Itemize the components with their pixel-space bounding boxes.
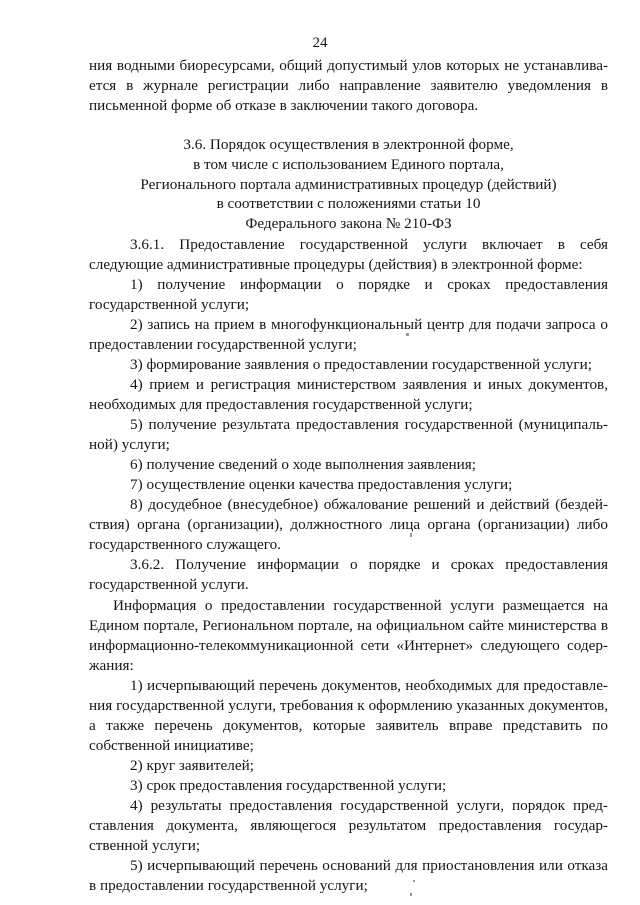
text-line: а также перечень документов, которые заявитель вправе представить по [89,717,608,734]
list-item-line: 7) осуществление оценки качества предоставления услуги; [130,476,513,493]
text-line: собственной инициативе; [89,737,254,754]
list-item-line: 1) исчерпывающий перечень документов, необходимых для предоставле- [130,677,608,694]
text-line: необходимых для предоставления государственной услуги; [89,396,473,413]
page-number: 24 [312,35,328,51]
scan-speck [406,333,409,336]
text-line: 3.6.2. Получение информации о порядке и сроках предоставления [130,556,608,573]
scan-speck [410,893,412,896]
text-line: в предоставлении государственной услуги; [89,877,368,894]
text-line: государственной услуги. [89,576,249,593]
text-line: государственного служащего. [89,536,281,553]
list-item-line: 5) получение результата предоставления государственной (муниципаль- [130,416,608,433]
text-line: 3.6.1. Предоставление государственной услуги включает в себя [130,236,608,253]
list-item-line: 4) результаты предоставления государственной услуги, порядок пред- [130,797,608,814]
section-heading-line: 3.6. Порядок осуществления в электронной форме, [183,136,514,153]
list-item-line: 8) досудебное (внесудебное) обжалование решений и действий (бездей- [130,496,608,513]
text-line: ствия) органа (организации), должностного лица органа (организации) либо [89,516,608,533]
text-line: ставления документа, являющегося результатом предоставления государ- [89,817,608,834]
list-item-line: 5) исчерпывающий перечень оснований для приостановления или отказа [130,857,608,874]
text-line: жания: [89,657,134,674]
list-item-line: 3) формирование заявления о предоставлении государственной услуги; [130,356,592,373]
list-item-line: 2) запись на прием в многофункциональный центр для подачи запроса о [130,316,608,333]
list-item-line: 4) прием и регистрация министерством заявления и иных документов, [130,376,608,393]
section-heading-line: в соответствии с положениями статьи 10 [216,195,481,212]
text-line: Едином портале, Региональном портале, на официальном сайте министерства в [89,617,608,634]
list-item-line: 2) круг заявителей; [130,757,254,774]
text-line: ния государственной услуги, требования к оформлению указанных документов, [89,697,608,714]
list-item-line: 3) срок предоставления государственной услуги; [130,777,447,794]
section-heading-line: в том числе с использованием Единого портала, [193,156,504,173]
list-item-line: 6) получение сведений о ходе выполнения заявления; [130,456,477,473]
text-line: ется в журнале регистрации либо направление заявителю уведомления в [89,77,608,94]
section-heading-line: Регионального портала административных процедур (действий) [140,176,557,193]
text-line: ной) услуги; [89,436,170,453]
text-line: ния водными биоресурсами, общий допустимый улов которых не устанавлива- [89,57,608,74]
section-heading-line: Федерального закона № 210-ФЗ [245,215,452,232]
text-line: предоставлении государственной услуги; [89,336,357,353]
scan-speck [413,880,415,882]
text-line: ственной услуги; [89,837,201,854]
text-line: Информация о предоставлении государственной услуги размещается на [113,597,608,614]
text-line: письменной форме об отказе в заключении такого договора. [89,97,479,114]
text-line: государственной услуги; [89,296,250,313]
text-line: информационно-телекоммуникационной сети «Интернет» следующего содер- [89,637,608,654]
text-line: следующие административные процедуры (действия) в электронной форме: [89,256,583,273]
list-item-line: 1) получение информации о порядке и сроках предоставления [130,276,608,293]
scan-speck [410,533,412,537]
